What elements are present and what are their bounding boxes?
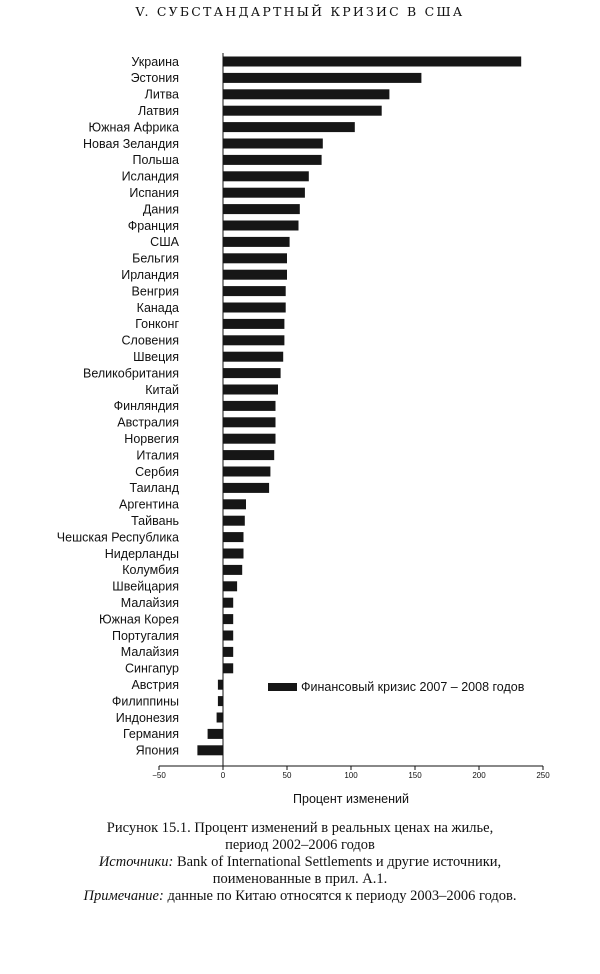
category-label: Филиппины bbox=[111, 694, 179, 709]
bar bbox=[223, 483, 269, 493]
category-label: Австрия bbox=[131, 678, 179, 692]
category-label: Украина bbox=[131, 54, 179, 69]
bar bbox=[223, 335, 284, 345]
bar bbox=[223, 253, 287, 263]
caption-note bbox=[0, 888, 600, 905]
bar bbox=[223, 434, 276, 444]
category-label: США bbox=[150, 235, 179, 250]
bar bbox=[197, 745, 223, 755]
category-label: Сингапур bbox=[125, 661, 179, 676]
bar bbox=[223, 204, 300, 214]
bar bbox=[223, 499, 246, 509]
category-label: Финляндия bbox=[113, 399, 179, 414]
bar bbox=[223, 663, 233, 673]
category-label: Норвегия bbox=[124, 432, 179, 446]
category-label: Гонконг bbox=[135, 317, 179, 332]
category-label: Канада bbox=[136, 300, 179, 315]
bar bbox=[223, 171, 309, 181]
bar bbox=[223, 598, 233, 608]
category-label: Новая Зеландия bbox=[83, 136, 179, 151]
bar bbox=[223, 57, 521, 67]
bar-chart bbox=[0, 40, 600, 815]
category-label: Швейцария bbox=[112, 579, 179, 594]
category-label: Сербия bbox=[135, 464, 179, 479]
category-label: Индонезия bbox=[115, 710, 179, 725]
category-label: Словения bbox=[121, 333, 179, 348]
category-label: Малайзия bbox=[120, 596, 179, 610]
bar bbox=[223, 139, 323, 149]
category-label: Эстония bbox=[130, 71, 179, 86]
bar bbox=[217, 713, 223, 723]
category-label: Ирландия bbox=[121, 268, 179, 282]
category-label: Чешская Республика bbox=[56, 530, 179, 545]
legend-label: Финансовый кризис 2007 – 2008 годов bbox=[301, 680, 525, 694]
bar bbox=[223, 368, 281, 378]
x-tick-label: 150 bbox=[408, 771, 422, 780]
category-label: Тайвань bbox=[131, 514, 179, 528]
x-tick-label: 200 bbox=[472, 771, 486, 780]
category-label: Дания bbox=[142, 202, 179, 217]
x-axis-label: Процент изменений bbox=[293, 792, 409, 806]
bar bbox=[223, 532, 244, 542]
bar bbox=[223, 303, 286, 313]
bar bbox=[218, 680, 223, 690]
x-tick-label: −50 bbox=[152, 771, 166, 780]
category-label: Великобритания bbox=[83, 366, 179, 381]
caption-title-line1: Рисунок 15.1. Процент изменений в реальных ценах на жилье, bbox=[106, 820, 494, 836]
category-label: Китай bbox=[145, 382, 179, 397]
legend bbox=[268, 680, 525, 694]
x-tick-label: 0 bbox=[220, 771, 226, 780]
category-label: Бельгия bbox=[132, 251, 179, 266]
bar bbox=[223, 565, 242, 575]
note-text: данные по Китаю относятся к периоду 2003–2006 годов. bbox=[163, 888, 517, 904]
bars-layer bbox=[197, 57, 521, 756]
legend-swatch bbox=[268, 683, 297, 691]
caption-sources bbox=[0, 854, 600, 871]
bar bbox=[218, 696, 223, 706]
bar bbox=[223, 581, 237, 591]
category-label: Нидерланды bbox=[104, 546, 179, 561]
bar bbox=[223, 401, 276, 411]
bar bbox=[223, 73, 421, 83]
caption-title-line2: период 2002–2006 годов bbox=[225, 837, 375, 853]
sources-label: Источники: bbox=[98, 854, 174, 870]
bar bbox=[223, 319, 284, 329]
bar bbox=[223, 352, 283, 362]
category-label: Австралия bbox=[117, 415, 179, 430]
category-label: Швеция bbox=[133, 350, 179, 364]
category-label: Латвия bbox=[138, 104, 179, 118]
bar bbox=[223, 450, 274, 460]
category-label: Южная Африка bbox=[88, 120, 179, 135]
bar bbox=[223, 286, 286, 296]
bar bbox=[223, 237, 290, 247]
bar bbox=[223, 270, 287, 280]
category-label: Аргентина bbox=[119, 497, 179, 512]
bar bbox=[208, 729, 223, 739]
x-tick-label: 100 bbox=[344, 771, 358, 780]
bar bbox=[223, 467, 270, 477]
sources-text: Bank of International Settlements и другие источники, bbox=[173, 854, 502, 870]
category-label: Венгрия bbox=[131, 284, 179, 299]
bar bbox=[223, 221, 299, 231]
category-label: Малайзия bbox=[120, 645, 179, 660]
category-labels bbox=[57, 55, 180, 758]
bar bbox=[223, 122, 355, 132]
category-label: Испания bbox=[129, 186, 179, 200]
category-label: Италия bbox=[136, 448, 179, 463]
bar bbox=[223, 549, 244, 559]
bar bbox=[223, 516, 245, 526]
bar bbox=[223, 647, 233, 657]
category-label: Колумбия bbox=[122, 563, 179, 578]
category-label: Таиланд bbox=[129, 481, 179, 496]
bar bbox=[223, 631, 233, 641]
category-label: Япония bbox=[135, 743, 179, 758]
category-label: Португалия bbox=[111, 628, 179, 643]
category-label: Литва bbox=[144, 87, 179, 102]
x-ticks bbox=[152, 766, 550, 780]
x-tick-label: 50 bbox=[282, 771, 292, 780]
bar bbox=[223, 106, 382, 116]
bar bbox=[223, 155, 322, 165]
bar bbox=[223, 385, 278, 395]
category-label: Германия bbox=[122, 727, 179, 742]
bar bbox=[223, 188, 305, 198]
bar bbox=[223, 614, 233, 624]
category-label: Южная Корея bbox=[99, 612, 179, 627]
bar bbox=[223, 89, 389, 99]
running-head: V. СУБСТАНДАРТНЫЙ КРИЗИС В США bbox=[135, 4, 465, 19]
figure-caption bbox=[0, 820, 600, 905]
category-label: Польша bbox=[132, 153, 179, 168]
note-label: Примечание: bbox=[83, 888, 164, 904]
category-label: Исландия bbox=[121, 169, 179, 184]
category-label: Франция bbox=[127, 218, 179, 233]
bar bbox=[223, 417, 276, 427]
caption-sources-cont: поименованные в прил. А.1. bbox=[212, 871, 388, 887]
x-tick-label: 250 bbox=[536, 771, 550, 780]
